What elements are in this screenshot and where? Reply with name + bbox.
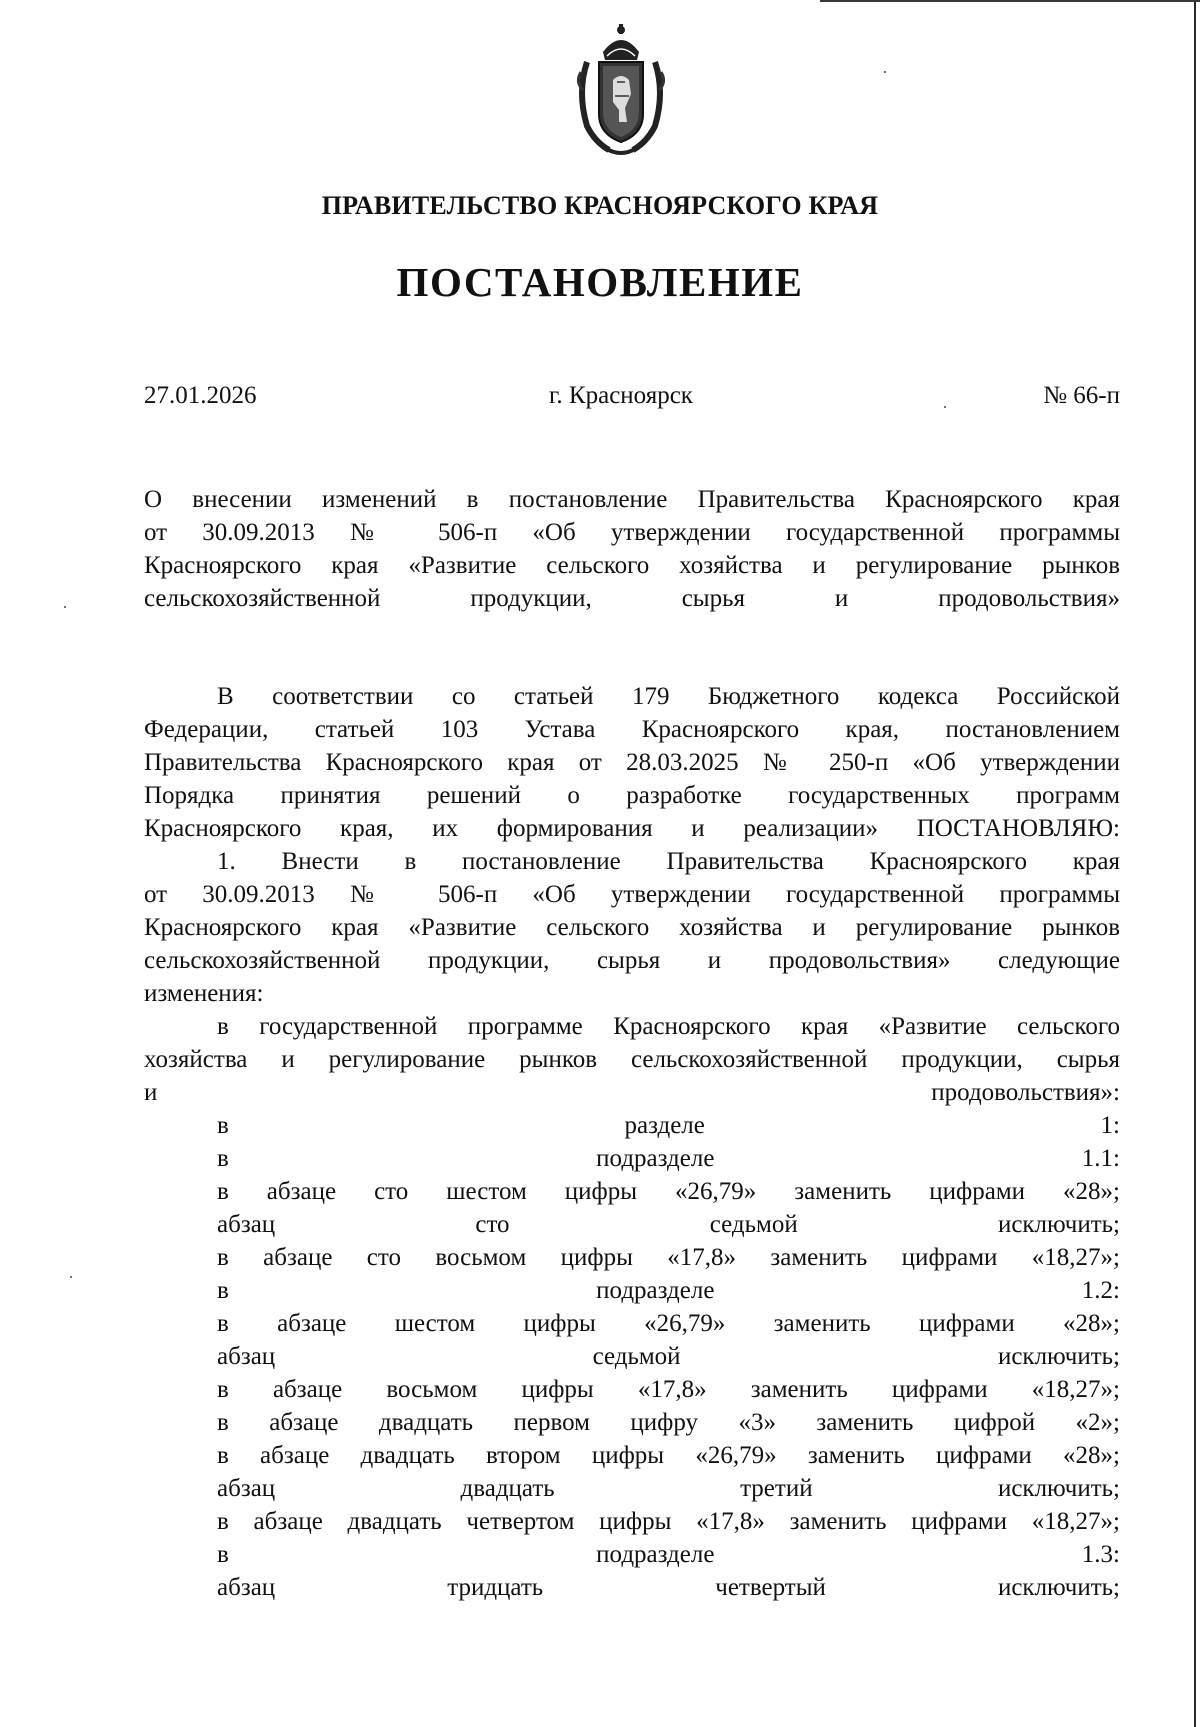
program-line: хозяйства и регулирование рынков сельскохозяйственной продукции, сырья	[144, 1046, 1120, 1073]
subject-line: сельскохозяйственной продукции, сырья и продовольствия»	[144, 585, 1120, 612]
item1-line: Красноярского края «Развитие сельского хозяйства и регулирование рынков	[144, 914, 1120, 941]
change-item: абзац седьмой исключить;	[217, 1343, 1120, 1370]
item1-line: от 30.09.2013 № 506-п «Об утверждении государственной программы	[144, 881, 1120, 908]
document-number: № 66-п	[1043, 382, 1120, 409]
change-item: в разделе 1:	[217, 1112, 1120, 1139]
item1-line: сельскохозяйственной продукции, сырья и продовольствия» следующие	[144, 947, 1120, 974]
change-item: в абзаце шестом цифры «26,79» заменить цифрами «28»;	[217, 1310, 1120, 1337]
document-body	[144, 680, 1120, 1604]
scan-speck	[70, 1276, 72, 1278]
scan-speck	[884, 71, 886, 73]
preamble-line: Красноярского края, их формирования и реализации» ПОСТАНОВЛЯЮ:	[144, 815, 1120, 842]
item1-line: изменения:	[144, 980, 264, 1007]
scan-edge-top	[820, 0, 1200, 2]
preamble-line: Порядка принятия решений о разработке государственных программ	[144, 782, 1120, 809]
program-line: и продовольствия»:	[144, 1079, 1120, 1106]
item1-line: 1. Внести в постановление Правительства Красноярского края	[217, 848, 1120, 875]
change-item: в абзаце сто шестом цифры «26,79» заменить цифрами «28»;	[217, 1178, 1120, 1205]
scan-speck	[64, 606, 66, 608]
change-item: абзац двадцать третий исключить;	[217, 1475, 1120, 1502]
subject-line: Красноярского края «Развитие сельского хозяйства и регулирование рынков	[144, 552, 1120, 579]
program-line: в государственной программе Красноярского края «Развитие сельского	[217, 1013, 1120, 1040]
document-city: г. Красноярск	[549, 382, 693, 409]
document-meta	[144, 382, 1120, 416]
subject-line: от 30.09.2013 № 506-п «Об утверждении государственной программы	[144, 519, 1120, 546]
change-item: в абзаце двадцать втором цифры «26,79» заменить цифрами «28»;	[217, 1442, 1120, 1469]
document-type-title: ПОСТАНОВЛЕНИЕ	[396, 259, 804, 305]
change-item: в абзаце двадцать первом цифру «3» заменить цифрой «2»;	[217, 1409, 1120, 1436]
change-item: абзац сто седьмой исключить;	[217, 1211, 1120, 1238]
change-item: в подразделе 1.1:	[217, 1145, 1120, 1172]
preamble-line: Федерации, статьей 103 Устава Красноярского края, постановлением	[144, 716, 1120, 743]
krasnoyarsk-coat-of-arms-icon	[573, 22, 669, 158]
change-item: в абзаце восьмом цифры «17,8» заменить цифрами «18,27»;	[217, 1376, 1120, 1403]
preamble-line: В соответствии со статьей 179 Бюджетного кодекса Российской	[217, 683, 1120, 710]
change-item: в подразделе 1.2:	[217, 1277, 1120, 1304]
document-date: 27.01.2026	[144, 382, 257, 409]
organization-title: ПРАВИТЕЛЬСТВО КРАСНОЯРСКОГО КРАЯ	[321, 191, 879, 220]
change-item: в абзаце двадцать четвертом цифры «17,8» заменить цифрами «18,27»;	[217, 1508, 1120, 1535]
preamble-line: Правительства Красноярского края от 28.03.2025 № 250-п «Об утверждении	[144, 749, 1120, 776]
change-item: в абзаце сто восьмом цифры «17,8» заменить цифрами «18,27»;	[217, 1244, 1120, 1271]
change-item: абзац тридцать четвертый исключить;	[217, 1574, 1120, 1601]
subject-line: О внесении изменений в постановление Правительства Красноярского края	[144, 486, 1120, 513]
document-subject	[144, 483, 1120, 615]
change-item: в подразделе 1.3:	[217, 1541, 1120, 1568]
